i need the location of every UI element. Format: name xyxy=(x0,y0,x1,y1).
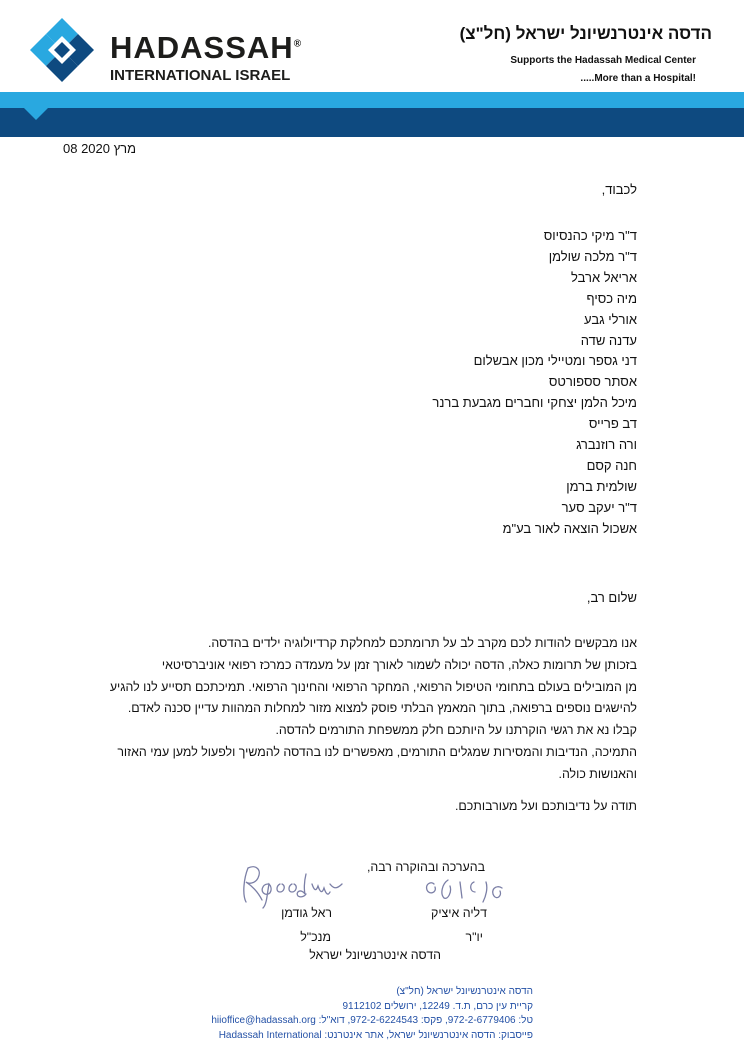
recipient-item: מיכל הלמן יצחקי וחברים מגבעת ברנר xyxy=(217,393,637,414)
header-band-dark xyxy=(0,108,744,137)
greeting: שלום רב, xyxy=(587,590,637,605)
footer-line: פייסבוק: הדסה אינטרנשיונל ישראל, אתר אינטרנט: Hadassah International xyxy=(211,1029,533,1043)
brand-name: HADASSAH® xyxy=(110,30,302,66)
letter-paragraph xyxy=(57,633,637,786)
header-band-light xyxy=(0,92,744,108)
thanks-line: תודה על נדיבותכם ועל מעורבותכם. xyxy=(455,799,637,813)
recipient-item: שולמית ברמן xyxy=(217,477,637,498)
recipient-item: עדנה שדה xyxy=(217,331,637,352)
recipient-list xyxy=(217,226,637,540)
paragraph-line: קבלו נא את רגשי הוקרתנו על היותכם חלק ממשפחת התורמים להדסה. xyxy=(57,720,637,742)
brand-subtitle: INTERNATIONAL ISRAEL xyxy=(110,67,290,84)
recipient-item: דב פרייס xyxy=(217,414,637,435)
tagline-secondary: .....More than a Hospital! xyxy=(580,73,696,84)
paragraph-line: התמיכה, הנדיבות והמסירות שמגלים התורמים, מאפשרים לנו בהדסה להמשיך ולפעול למען עמי האזור xyxy=(57,742,637,764)
footer-line: קריית עין כרם, ת.ד. 12249, ירושלים 9112102 xyxy=(211,1000,533,1015)
hadassah-diamond-logo-icon xyxy=(26,18,96,82)
letter-date: 08 מרץ 2020 xyxy=(63,141,136,156)
closing-line: בהערכה ובהוקרה רבה, xyxy=(367,860,485,874)
paragraph-line: להישגים נוספים ברפואה, בתוך המאמץ הבלתי פוסק למצוא מזור למחלות המהוות עדיין סכנה לאדם. xyxy=(57,698,637,720)
footer-contact xyxy=(211,985,533,1043)
header-band-notch xyxy=(24,108,48,120)
signatory-name: ראל גודמן xyxy=(281,906,332,920)
recipient-item: ורה רוזנברג xyxy=(217,435,637,456)
signoff-organization: הדסה אינטרנשיונל ישראל xyxy=(309,948,441,962)
signatory-name: דליה איציק xyxy=(431,906,487,920)
footer-line: טל: 972-2-6779406, פקס: 972-2-6224543, דוא"ל: hiioffice@hadassah.org xyxy=(211,1014,533,1029)
paragraph-line: מן המובילים בעולם בתחומי הטיפול הרפואי, המחקר הרפואי והחינוך הרפואי. תמיכתכם תסייע לנו להגיע xyxy=(57,677,637,699)
paragraph-line: והאנושות כולה. xyxy=(57,764,637,786)
recipient-item: ד"ר מלכה שולמן xyxy=(217,247,637,268)
recipient-item: מיה כסיף xyxy=(217,289,637,310)
paragraph-line: אנו מבקשים להודות לכם מקרב לב על תרומתכם למחלקת קרדיולוגיה ילדים בהדסה. xyxy=(57,633,637,655)
recipient-item: אסתר סספורטס xyxy=(217,372,637,393)
handwritten-signature-ceo xyxy=(238,860,348,910)
signatory-role: יו"ר xyxy=(466,930,483,944)
recipient-item: דני גספר ומטיילי מכון אבשלום xyxy=(217,351,637,372)
paragraph-line: בזכותן של תרומות כאלה, הדסה יכולה לשמור לאורך זמן על מעמדה כמרכז רפואי אוניברסיטאי xyxy=(57,655,637,677)
organization-title: הדסה אינטרנשיונל ישראל (חל"צ) xyxy=(460,24,712,44)
recipient-item: אורלי גבע xyxy=(217,310,637,331)
tagline-primary: Supports the Hadassah Medical Center xyxy=(510,55,696,66)
recipient-item: אריאל ארבל xyxy=(217,268,637,289)
signatory-role: מנכ"ל xyxy=(300,930,331,944)
recipient-item: ד"ר יעקב סער xyxy=(217,498,637,519)
recipient-item: ד"ר מיקי כהנסיוס xyxy=(217,226,637,247)
salutation-to: לכבוד, xyxy=(602,182,637,197)
recipient-item: אשכול הוצאה לאור בע"מ xyxy=(217,519,637,540)
footer-line: הדסה אינטרנשיונל ישראל (חל"צ) xyxy=(211,985,533,1000)
recipient-item: חנה קסם xyxy=(217,456,637,477)
